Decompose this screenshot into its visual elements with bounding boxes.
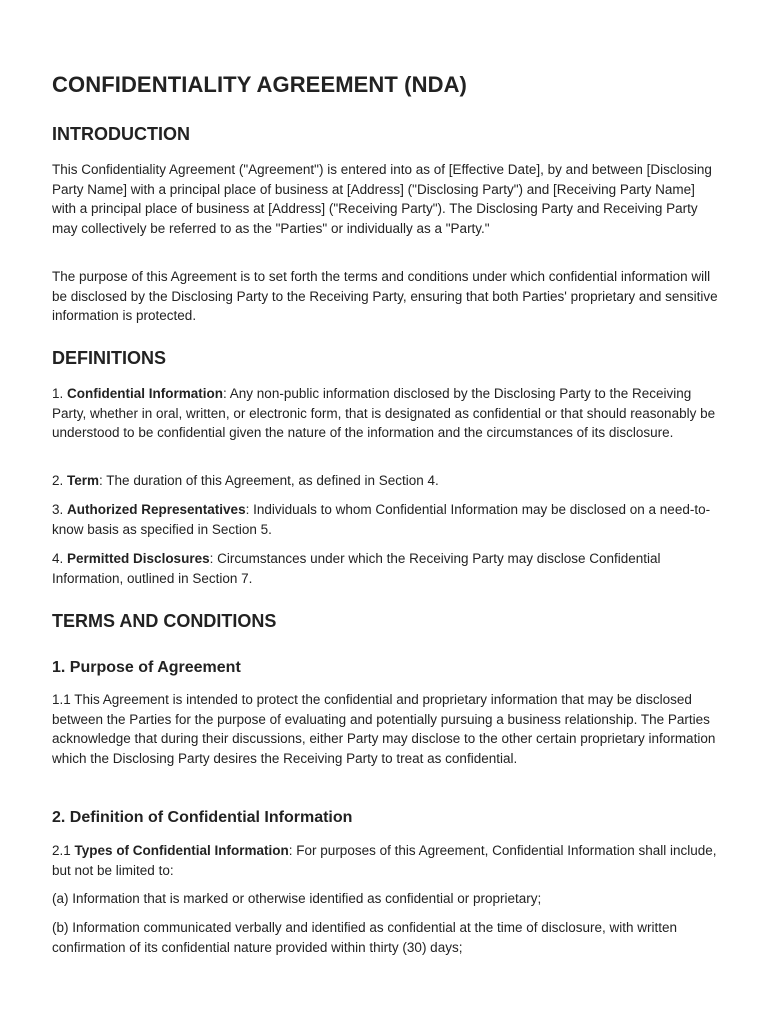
definition-number: 2. [52, 473, 64, 488]
definition-text: : The duration of this Agreement, as defined in Section 4. [99, 473, 439, 488]
clause-item-b: (b) Information communicated verbally and identified as confidential at the time of disclosure, with written confirmation of its confidential nature provided within thirty (30) days; [52, 920, 678, 955]
definition-text: : Individuals to whom Confidential Information may be disclosed on a need-to-know basis as specified in Section 5. [52, 502, 711, 537]
definitions-heading: DEFINITIONS [52, 348, 167, 368]
definition-text: : Any non-public information disclosed by the Disclosing Party to the Receiving Party, whether in oral, written, or electronic form, that is designated as confidential or that should reasonably be understood to be confidential given the nature of the information and the circumstances of its disclosure. [52, 386, 716, 441]
definition-number: 3. [52, 502, 64, 517]
document-title: CONFIDENTIALITY AGREEMENT (NDA) [52, 72, 467, 97]
clause-term: Types of Confidential Information [74, 843, 289, 858]
definition-term: Term [67, 473, 100, 488]
definition-item-permitted-disclosures [52, 549, 722, 588]
definition-term: Permitted Disclosures [67, 551, 210, 566]
definition-of-confidential-information-heading: 2. Definition of Confidential Information [52, 809, 353, 826]
definition-text: : Circumstances under which the Receiving Party may disclose Confidential Information, outlined in Section 7. [52, 551, 661, 586]
definition-item-confidential-information [52, 384, 722, 443]
purpose-of-agreement-heading: 1. Purpose of Agreement [52, 659, 241, 676]
types-of-confidential-information-clause [52, 841, 722, 880]
definition-term: Confidential Information [67, 386, 224, 401]
definition-item-authorized-representatives [52, 500, 722, 539]
clause-number: 2.1 [52, 843, 71, 858]
definition-number: 1. [52, 386, 64, 401]
purpose-of-agreement-paragraph: 1.1 This Agreement is intended to protect the confidential and proprietary information that may be disclosed between the Parties for the purpose of evaluating and potentially pursuing a business relationship. The Parties acknowledge that during their discussions, either Party may disclose to the other certain proprietary information which the Disclosing Party desires the Receiving Party to treat as confidential. [52, 692, 716, 766]
definition-term: Authorized Representatives [67, 502, 246, 517]
introduction-paragraph-1: This Confidentiality Agreement ("Agreement") is entered into as of [Effective Date], by and between [Disclosing Party Name] with a principal place of business at [Address] ("Disclosing Party") and [Receiving Party Name] with a principal place of business at [Address] ("Receiving Party"). The Disclosing Party and Receiving Party may collectively be referred to as the "Parties" or individually as a "Party." [52, 162, 712, 236]
terms-and-conditions-heading: TERMS AND CONDITIONS [52, 611, 277, 631]
definition-item-term [52, 471, 722, 491]
introduction-heading: INTRODUCTION [52, 124, 190, 144]
introduction-paragraph-2: The purpose of this Agreement is to set forth the terms and conditions under which confidential information will be disclosed by the Disclosing Party to the Receiving Party, ensuring that both Parties' proprietary and sensitive information is protected. [52, 269, 718, 324]
clause-text: : For purposes of this Agreement, Confidential Information shall include, but not be limited to: [52, 843, 717, 878]
clause-item-a: (a) Information that is marked or otherwise identified as confidential or proprietary; [52, 891, 542, 906]
definition-number: 4. [52, 551, 64, 566]
